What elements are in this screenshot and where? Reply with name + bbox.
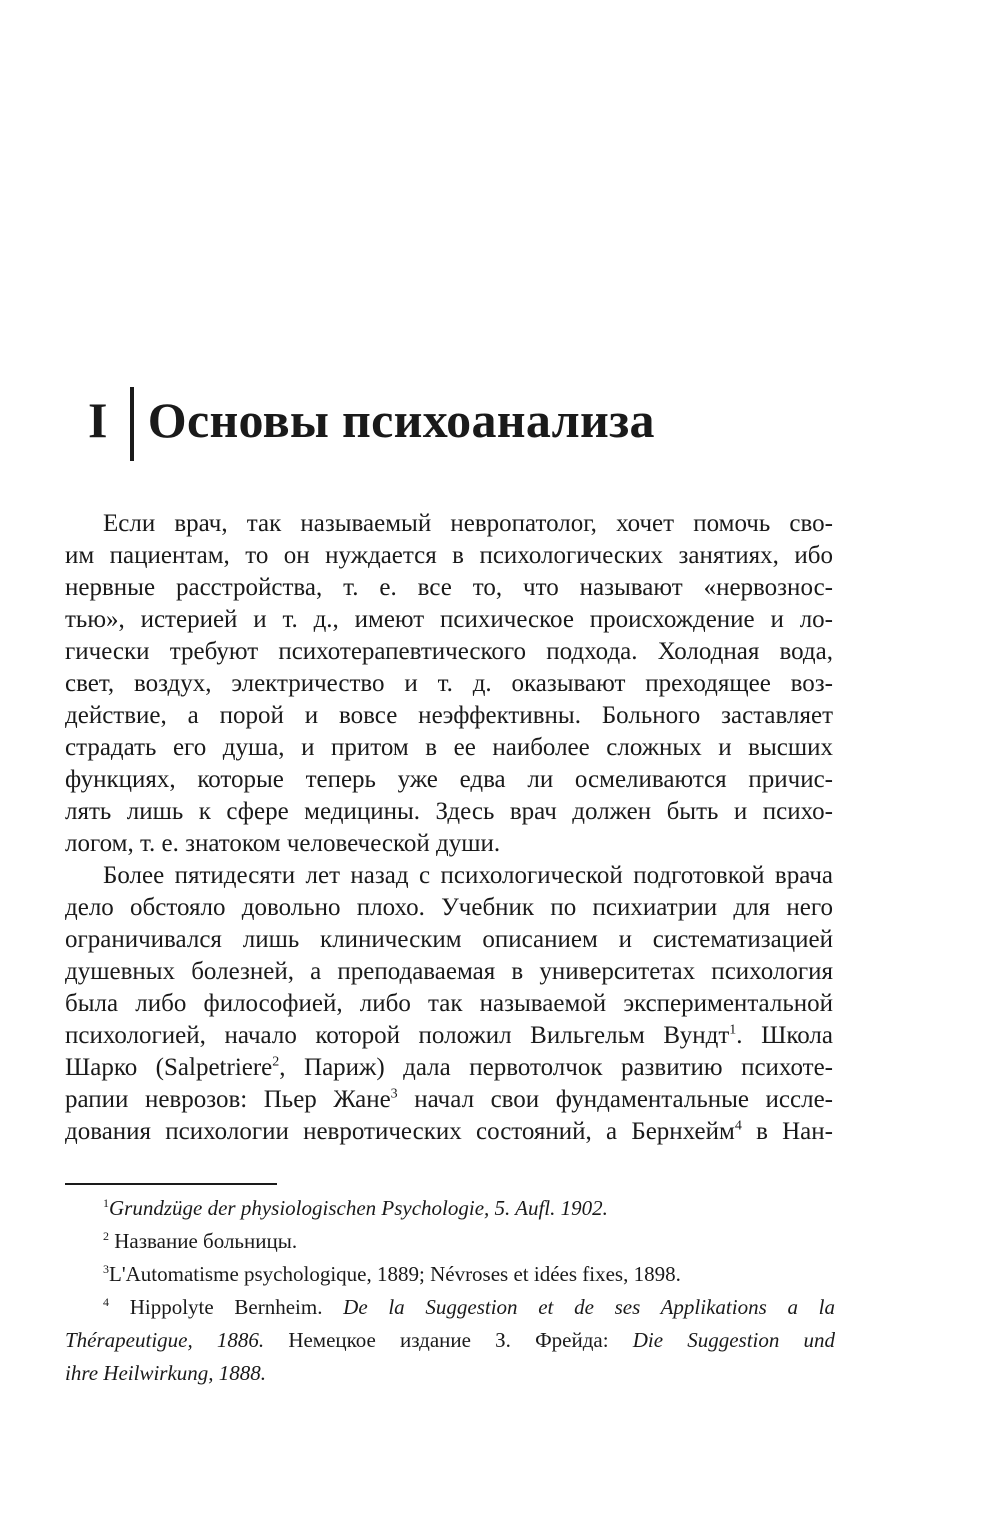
paragraph-line: им пациентам, то он нуждается в психологических занятиях, ибо (65, 542, 833, 569)
footnote-text: De la Suggestion et de ses Applikations a la (343, 1295, 835, 1319)
footnote-text: Grundzüge der physiologischen Psychologie, 5. Aufl. 1902. (109, 1196, 608, 1220)
footnote-text: L'Automatisme psychologique, 1889; Névroses et idées fixes, 1898. (109, 1262, 681, 1286)
footnotes (65, 1192, 835, 1390)
chapter-title: Основы психоанализа (147, 392, 655, 448)
footnote-4-cont (65, 1324, 835, 1357)
paragraph-line (65, 1084, 833, 1116)
paragraph-line: функциях, которые теперь уже едва ли осмеливаются причис- (65, 766, 833, 793)
paragraph-line: тью», истерией и т. д., имеют психическое происхождение и ло- (65, 606, 833, 633)
footnote-mark: 1 (103, 1196, 109, 1210)
line-text: в Нан- (741, 1118, 833, 1145)
paragraph-line: страдать его душа, и притом в ее наиболее сложных и высших (65, 734, 833, 761)
paragraph-line: лять лишь к сфере медицины. Здесь врач должен быть и психо- (65, 798, 833, 825)
footnote-text: Die Suggestion und (632, 1328, 835, 1352)
line-text: дования психологии невротических состояний, а Бернхейм (65, 1118, 735, 1145)
footnote-3 (65, 1258, 835, 1291)
chapter-heading (88, 380, 655, 460)
footnote-2 (65, 1225, 835, 1258)
paragraph-line: действие, а порой и вовсе неэффективны. Больного заставляет (65, 702, 833, 729)
footnote-text: ihre Heilwirkung, 1888. (65, 1361, 267, 1385)
footnote-mark: 3 (103, 1262, 109, 1276)
paragraph-line: дело обстояло довольно плохо. Учебник по психиатрии для него (65, 894, 833, 921)
paragraph-line (65, 1052, 833, 1084)
paragraph-line: Если врач, так называемый невропатолог, хочет помочь сво- (103, 510, 833, 537)
line-text: психологией, начало которой положил Вильгельм Вундт (65, 1022, 730, 1049)
footnote-mark: 2 (103, 1229, 109, 1243)
paragraph-line: свет, воздух, электричество и т. д. оказывают преходящее воз- (65, 670, 833, 697)
footnote-ref-1[interactable]: 1 (729, 1022, 737, 1038)
footnote-text: Немецкое издание З. Фрейда: (264, 1328, 633, 1352)
line-text: рапии неврозов: Пьер Жане (65, 1086, 391, 1113)
footnote-ref-2[interactable]: 2 (272, 1054, 280, 1070)
paragraph-line: гически требуют психотерапевтического подхода. Холодная вода, (65, 638, 833, 665)
footnote-text: Название больницы. (109, 1229, 298, 1253)
paragraph-line: душевных болезней, а преподаваемая в университетах психология (65, 958, 833, 985)
paragraph-line: нервные расстройства, т. е. все то, что называют «нервознос- (65, 574, 833, 601)
heading-divider (130, 387, 134, 461)
footnote-4-cont (65, 1357, 835, 1390)
paragraph-line: логом, т. е. знатоком человеческой души. (65, 830, 501, 857)
line-text: , Париж) дала первотолчок развитию психоте- (279, 1054, 833, 1081)
footnote-divider (65, 1183, 277, 1185)
chapter-number: I (88, 392, 108, 448)
footnote-ref-4[interactable]: 4 (734, 1118, 742, 1134)
body-text (65, 508, 833, 1148)
paragraph-line: Более пятидесяти лет назад с психологической подготовкой врача (103, 862, 833, 889)
paragraph-line: была либо философией, либо так называемой экспериментальной (65, 990, 833, 1017)
footnote-text: Thérapeutigue, 1886. (65, 1328, 265, 1352)
paragraph-line: ограничивался лишь клиническим описанием и систематизацией (65, 926, 833, 953)
footnote-1 (65, 1192, 835, 1225)
footnote-mark: 4 (103, 1295, 109, 1309)
line-text: начал свои фундаментальные иссле- (397, 1086, 833, 1113)
line-text: . Школа (736, 1022, 833, 1049)
paragraph-line (65, 1020, 833, 1052)
paragraph-line (65, 1116, 833, 1148)
footnote-4 (65, 1291, 835, 1324)
footnote-text: Hippolyte Bernheim. (109, 1295, 344, 1319)
footnote-ref-3[interactable]: 3 (390, 1086, 398, 1102)
line-text: Шарко (Salpetriere (65, 1054, 273, 1081)
